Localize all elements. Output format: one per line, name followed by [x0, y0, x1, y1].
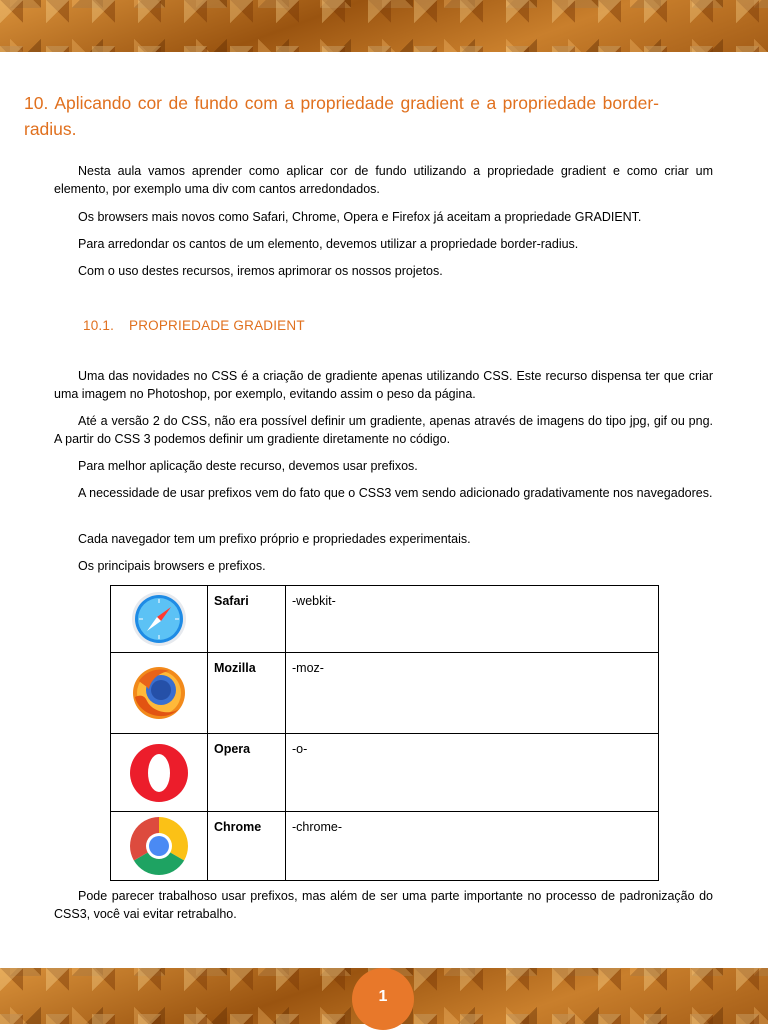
safari-icon	[131, 591, 187, 647]
browser-name: Safari	[208, 586, 286, 653]
logo-cell	[111, 734, 208, 812]
top-decorative-band	[0, 0, 768, 52]
firefox-icon	[129, 663, 189, 723]
body-paragraph-3: Para melhor aplicação deste recurso, devemos usar prefixos.	[78, 459, 418, 473]
browser-name: Opera	[208, 734, 286, 812]
browser-prefix: -moz-	[286, 653, 659, 734]
body-paragraph-1: Uma das novidades no CSS é a criação de gradiente apenas utilizando CSS. Este recurso dispensa ter que criar uma imagem no Photoshop, por exemplo, evitando assim o peso da página.	[54, 369, 713, 401]
table-row	[111, 653, 659, 734]
logo-cell	[111, 586, 208, 653]
logo-cell	[111, 653, 208, 734]
section-title: Aplicando cor de fundo com a propriedade gradient e a propriedade border-radius.	[24, 93, 659, 139]
subsection-heading	[83, 318, 305, 333]
closing-paragraph: Pode parecer trabalhoso usar prefixos, mas além de ser uma parte importante no processo de padronização do CSS3, você vai evitar retrabalho.	[54, 889, 713, 921]
intro-paragraph-4: Com o uso destes recursos, iremos aprimorar os nossos projetos.	[78, 264, 443, 278]
body-paragraph-4: A necessidade de usar prefixos vem do fato que o CSS3 vem sendo adicionado gradativamente nos navegadores.	[78, 486, 713, 500]
intro-paragraph-3: Para arredondar os cantos de um elemento, devemos utilizar a propriedade border-radius.	[78, 237, 579, 251]
browser-prefix: -chrome-	[286, 812, 659, 881]
browser-prefix: -webkit-	[286, 586, 659, 653]
table-row	[111, 812, 659, 881]
subsection-title: PROPRIEDADE GRADIENT	[129, 318, 305, 333]
browser-prefix: -o-	[286, 734, 659, 812]
browser-name: Mozilla	[208, 653, 286, 734]
section-heading	[24, 90, 659, 142]
chrome-icon	[128, 815, 190, 877]
browser-name: Chrome	[208, 812, 286, 881]
intro-paragraph-2: Os browsers mais novos como Safari, Chrome, Opera e Firefox já aceitam a propriedade GRADIENT.	[78, 210, 642, 224]
opera-icon	[128, 742, 190, 804]
browser-prefix-table	[110, 585, 659, 881]
table-row	[111, 734, 659, 812]
page-number-badge: 1	[352, 968, 414, 1030]
body-paragraph-5: Cada navegador tem um prefixo próprio e propriedades experimentais.	[78, 532, 471, 546]
table-row	[111, 586, 659, 653]
body-paragraph-6: Os principais browsers e prefixos.	[78, 559, 266, 573]
subsection-number: 10.1.	[83, 318, 115, 333]
body-paragraph-2: Até a versão 2 do CSS, não era possível definir um gradiente, apenas através de imagens do tipo jpg, gif ou png. A partir do CSS 3 podemos definir um gradiente diretamente no código.	[54, 414, 713, 446]
section-number: 10.	[24, 93, 49, 113]
logo-cell	[111, 812, 208, 881]
intro-paragraph-1: Nesta aula vamos aprender como aplicar cor de fundo utilizando a propriedade gradient e como criar um elemento, por exemplo uma div com cantos arredondados.	[54, 164, 713, 196]
